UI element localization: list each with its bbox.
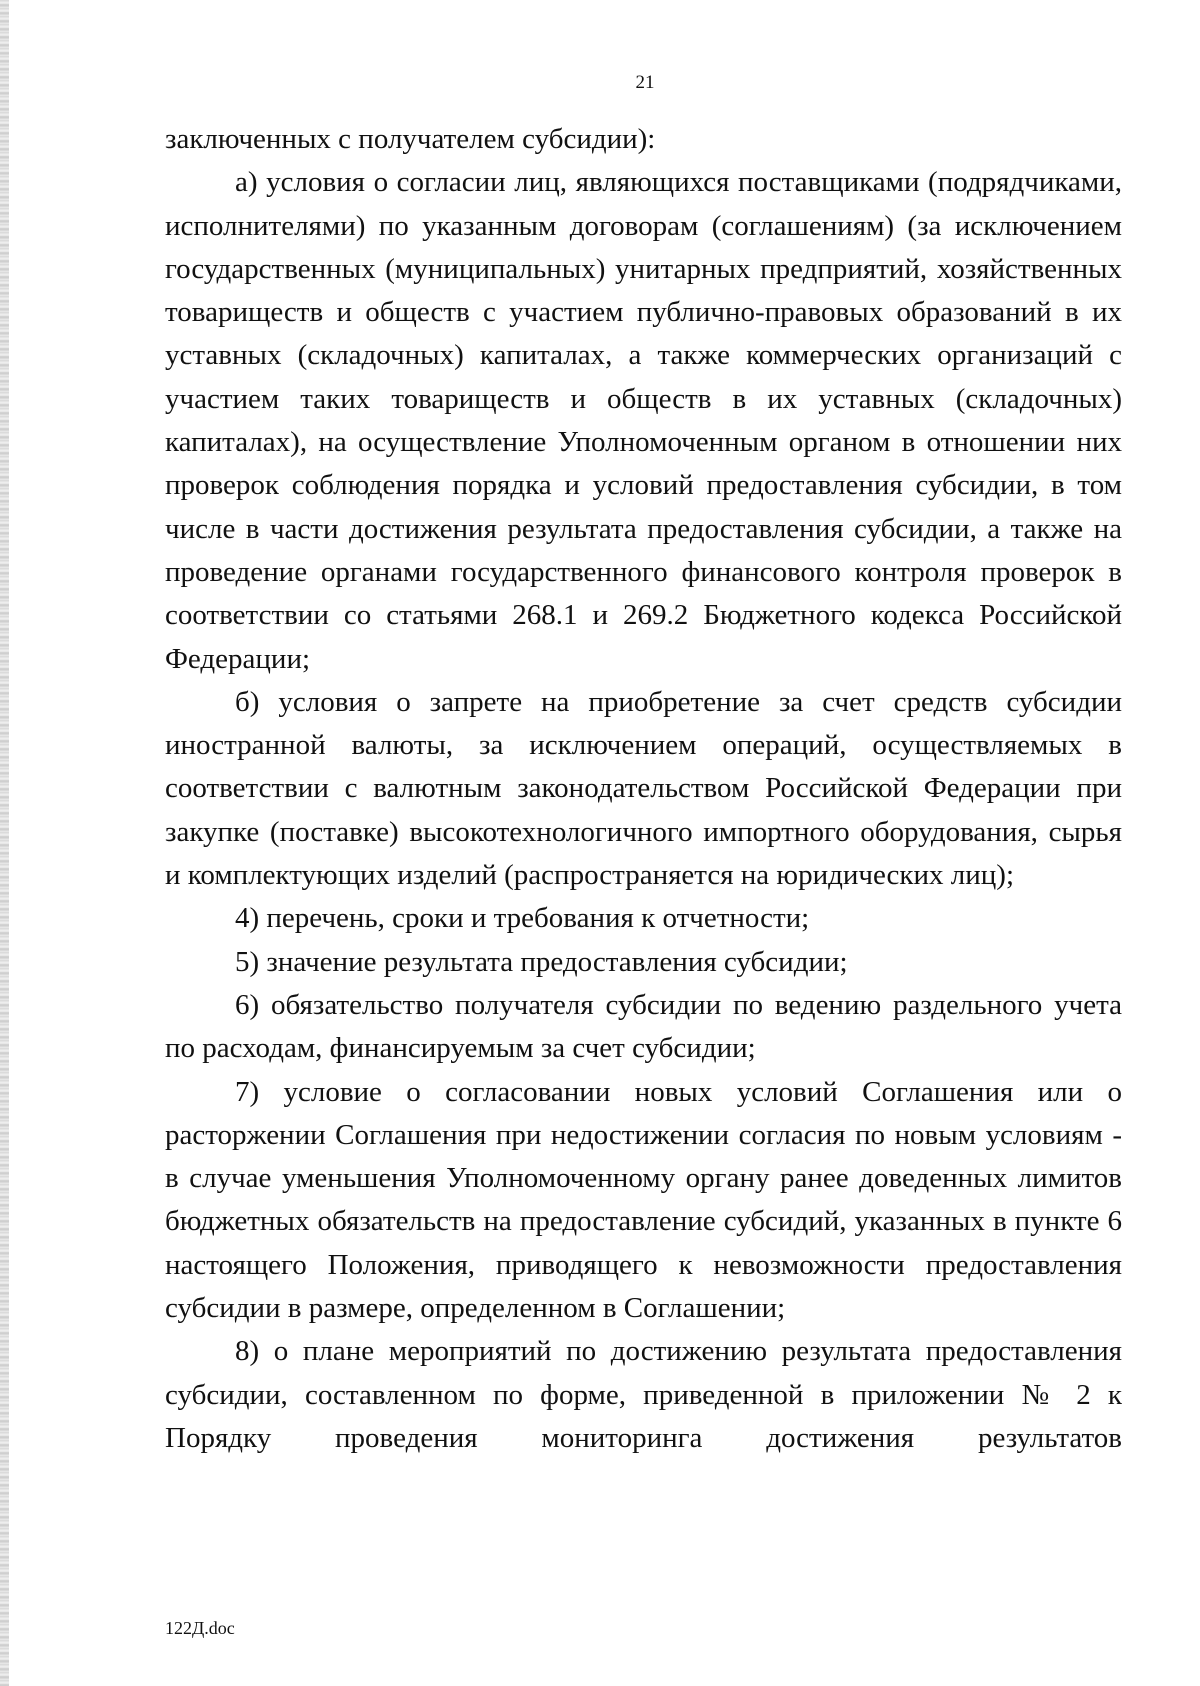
page-number: 21 [635,72,655,93]
paragraph-item-4: 4) перечень, сроки и требования к отчетности; [235,902,810,935]
footer-filename: 122Д.doc [165,1618,235,1638]
paragraph-item-a: а) условия о согласии лиц, являющихся поставщиками (подрядчиками, исполнителями) по указанным договорам (соглашениям) (за исключением государственных (муниципальных) унитарных предприятий, хозяйственных товариществ и обществ с участием публично-правовых образований в их уставных (складочных) капиталах, а также коммерческих организаций с участием таких товариществ и обществ в их уставных (складочных) капиталах), на осуществление Уполномоченным органом в отношении них проверок соблюдения порядка и условий предоставления субсидии, в том числе в части достижения результата предоставления субсидии, а также на проведение органами государственного финансового контроля проверок в соответствии со статьями 268.1 и 269.2 Бюджетного кодекса Российской Федерации; [165,166,1122,675]
paragraph-item-7: 7) условие о согласовании новых условий Соглашения или о расторжении Соглашения при недостижении согласия по новым условиям - в случае уменьшения Уполномоченному органу ранее доведенных лимитов бюджетных обязательств на предоставление субсидий, указанных в пункте 6 настоящего Положения, приводящего к невозможности предоставления субсидии в размере, определенном в Соглашении; [165,1075,1122,1325]
scan-edge-artifact [0,0,9,1686]
document-body [165,118,1122,1460]
paragraph-item-b: б) условия о запрете на приобретение за счет средств субсидии иностранной валюты, за исключением операций, осуществляемых в соответствии с валютным законодательством Российской Федерации при закупке (поставке) высокотехнологичного импортного оборудования, сырья и комплектующих изделий (распространяется на юридических лиц); [165,685,1122,892]
paragraph-item-6: 6) обязательство получателя субсидии по ведению раздельного учета по расходам, финансируемым за счет субсидии; [165,988,1122,1065]
paragraph-item-5: 5) значение результата предоставления субсидии; [235,945,848,978]
paragraph-continuation: заключенных с получателем субсидии): [165,123,656,155]
paragraph-item-8: 8) о плане мероприятий по достижению результата предоставления субсидии, составленном по форме, приведенной в приложении № 2 к Порядку проведения мониторинга достижения результатов [165,1335,1122,1454]
